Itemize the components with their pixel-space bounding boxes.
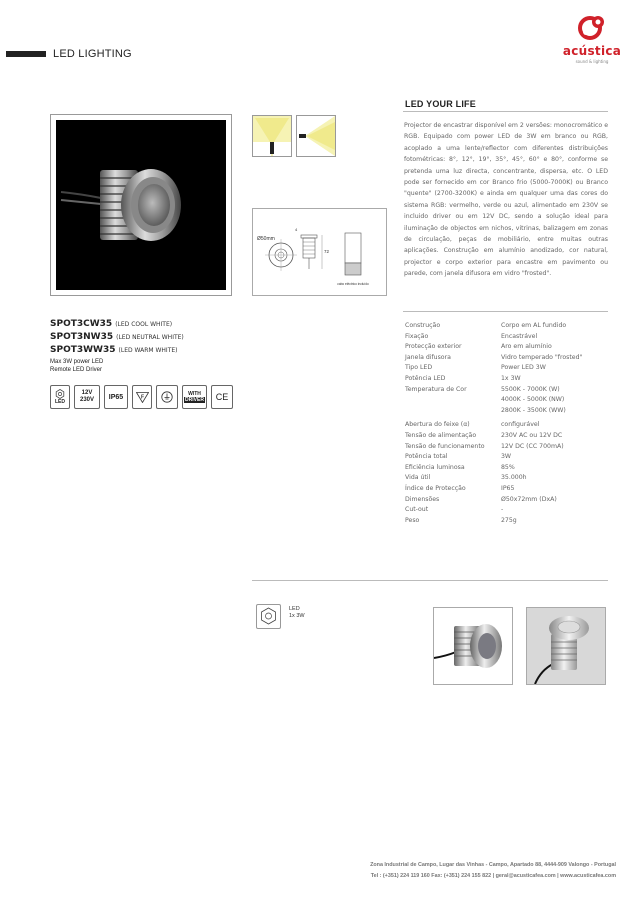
ce-mark-icon: CE — [211, 385, 233, 409]
spec-row: Protecção exterior Aro em alumínio — [405, 343, 552, 351]
spec-row: Potência LED 1x 3W — [405, 374, 521, 382]
ground-icon — [156, 385, 178, 409]
spec-row: Cut-out - — [405, 506, 504, 514]
logo-mark-icon — [556, 14, 628, 46]
page-title: LED LIGHTING — [53, 48, 132, 60]
led-icon: LED — [50, 385, 70, 409]
spec-row: Tensão de funcionamento 12V DC (CC 700mA) — [405, 442, 564, 450]
spec-row: Fixação Encastrável — [405, 332, 538, 340]
model-item: SPOT3WW35 (LED WARM WHITE) — [50, 345, 178, 355]
divider — [403, 311, 608, 312]
logo-text: acústica — [562, 44, 622, 58]
f-mark-icon — [132, 385, 152, 409]
voltage-icon: 12V 230V — [74, 385, 100, 409]
spec-row: Potência total 3W — [405, 453, 512, 461]
logo-subtitle: sound & lighting — [575, 59, 609, 64]
footer-address: Zona Industrial de Campo, Lugar das Vinhas - Campo, Apartado 88, 4444-909 Valongo - Portugal — [370, 862, 616, 868]
spec-row: Tensão de alimentação 230V AC ou 12V DC — [405, 431, 563, 439]
spec-row: Peso 275g — [405, 516, 517, 524]
dimension-note: cabo eléctrico incluído — [337, 282, 369, 286]
spec-row: Construção Corpo em AL fundido — [405, 322, 567, 329]
product-photo — [50, 114, 232, 296]
divider — [252, 580, 608, 581]
header-bar — [6, 51, 46, 57]
beam-wide-icon — [296, 115, 336, 157]
model-list — [50, 318, 250, 357]
spec-row: Eficiência luminosa 85% — [405, 463, 515, 471]
divider — [403, 111, 608, 112]
product-photo-angle — [526, 607, 606, 685]
ip65-icon: IP65 — [104, 385, 128, 409]
brand-logo — [556, 14, 628, 70]
led-icon — [256, 604, 281, 629]
spec-row: Temperatura de Cor 5500K - 7000K (W) — [405, 385, 560, 393]
feature-item: Remote LED Driver — [50, 367, 103, 373]
led-spec: LED 1x 3W — [289, 606, 305, 619]
feature-item: Max 3W power LED — [50, 359, 104, 365]
product-photo-side — [433, 607, 513, 685]
model-item: SPOT3CW35 (LED COOL WHITE) — [50, 319, 173, 329]
section-title: LED YOUR LIFE — [405, 99, 476, 109]
model-item: SPOT3NW35 (LED NEUTRAL WHITE) — [50, 332, 184, 342]
dimension-height: 72 — [324, 249, 330, 254]
dimension-drawing — [252, 208, 387, 296]
spec-row: Tipo LED Power LED 3W — [405, 364, 546, 372]
driver-badge-icon: WITH DRIVER — [182, 385, 207, 409]
spec-row: Abertura do feixe (α) configurável — [405, 421, 540, 429]
certification-icons — [50, 385, 233, 411]
dimension-diameter: Ø50mm — [257, 236, 275, 242]
spec-row: Índice de Protecção IP65 — [405, 484, 515, 492]
spec-row: Dimensões Ø50x72mm (DxA) — [405, 495, 557, 503]
product-description: Projector de encastrar disponível em 2 versões: monocromático e RGB. Equipado com power LED de 3W em branco ou RGB, acoplado a uma lente/reflector com diferentes distribuições fotométricas: 8°, 12°, 19°, 35°, 45°, 60° e 80°, conforme se pretenda uma luz directa, concentrante, dispersa, etc. O LED pode ser fornecido em cor Branco frio (5000-7000K) ou Branco "quente" (2700-3200K) e ainda em qualquer uma das cores do sistema RGB: vermelho, verde ou azul, alimentado em 230V se incluido driver ou em 12V DC, sendo a solução ideal para iluminação de objectos em nichos, vitrinas, balizagem em zonas de circulação, peças de mobiliário, entre muitas outras aplicações. Construção em alumínio anodizado, cor natural, projector e corpo exterior para encastre em pavimento ou parede, com janela difusora em vidro "frosted". — [404, 122, 608, 278]
spec-row: 2800K - 3500K (WW) — [501, 406, 566, 414]
beam-narrow-icon — [252, 115, 292, 157]
svg-text:F: F — [140, 394, 144, 400]
footer-contacts: Tel : (+351) 224 119 160 Fax: (+351) 224 155 822 | geral@acusticafea.com | www.acusticafea.com — [370, 873, 616, 879]
feature-list — [50, 358, 103, 374]
spec-row: 4000K - 5000K (NW) — [501, 396, 565, 404]
dimension-depth: 4 — [295, 227, 298, 232]
spec-row: Vida útil 35.000h — [405, 474, 527, 482]
spec-table — [405, 321, 610, 526]
spec-row: Janela difusora Vidro temperado "frosted" — [405, 353, 583, 361]
